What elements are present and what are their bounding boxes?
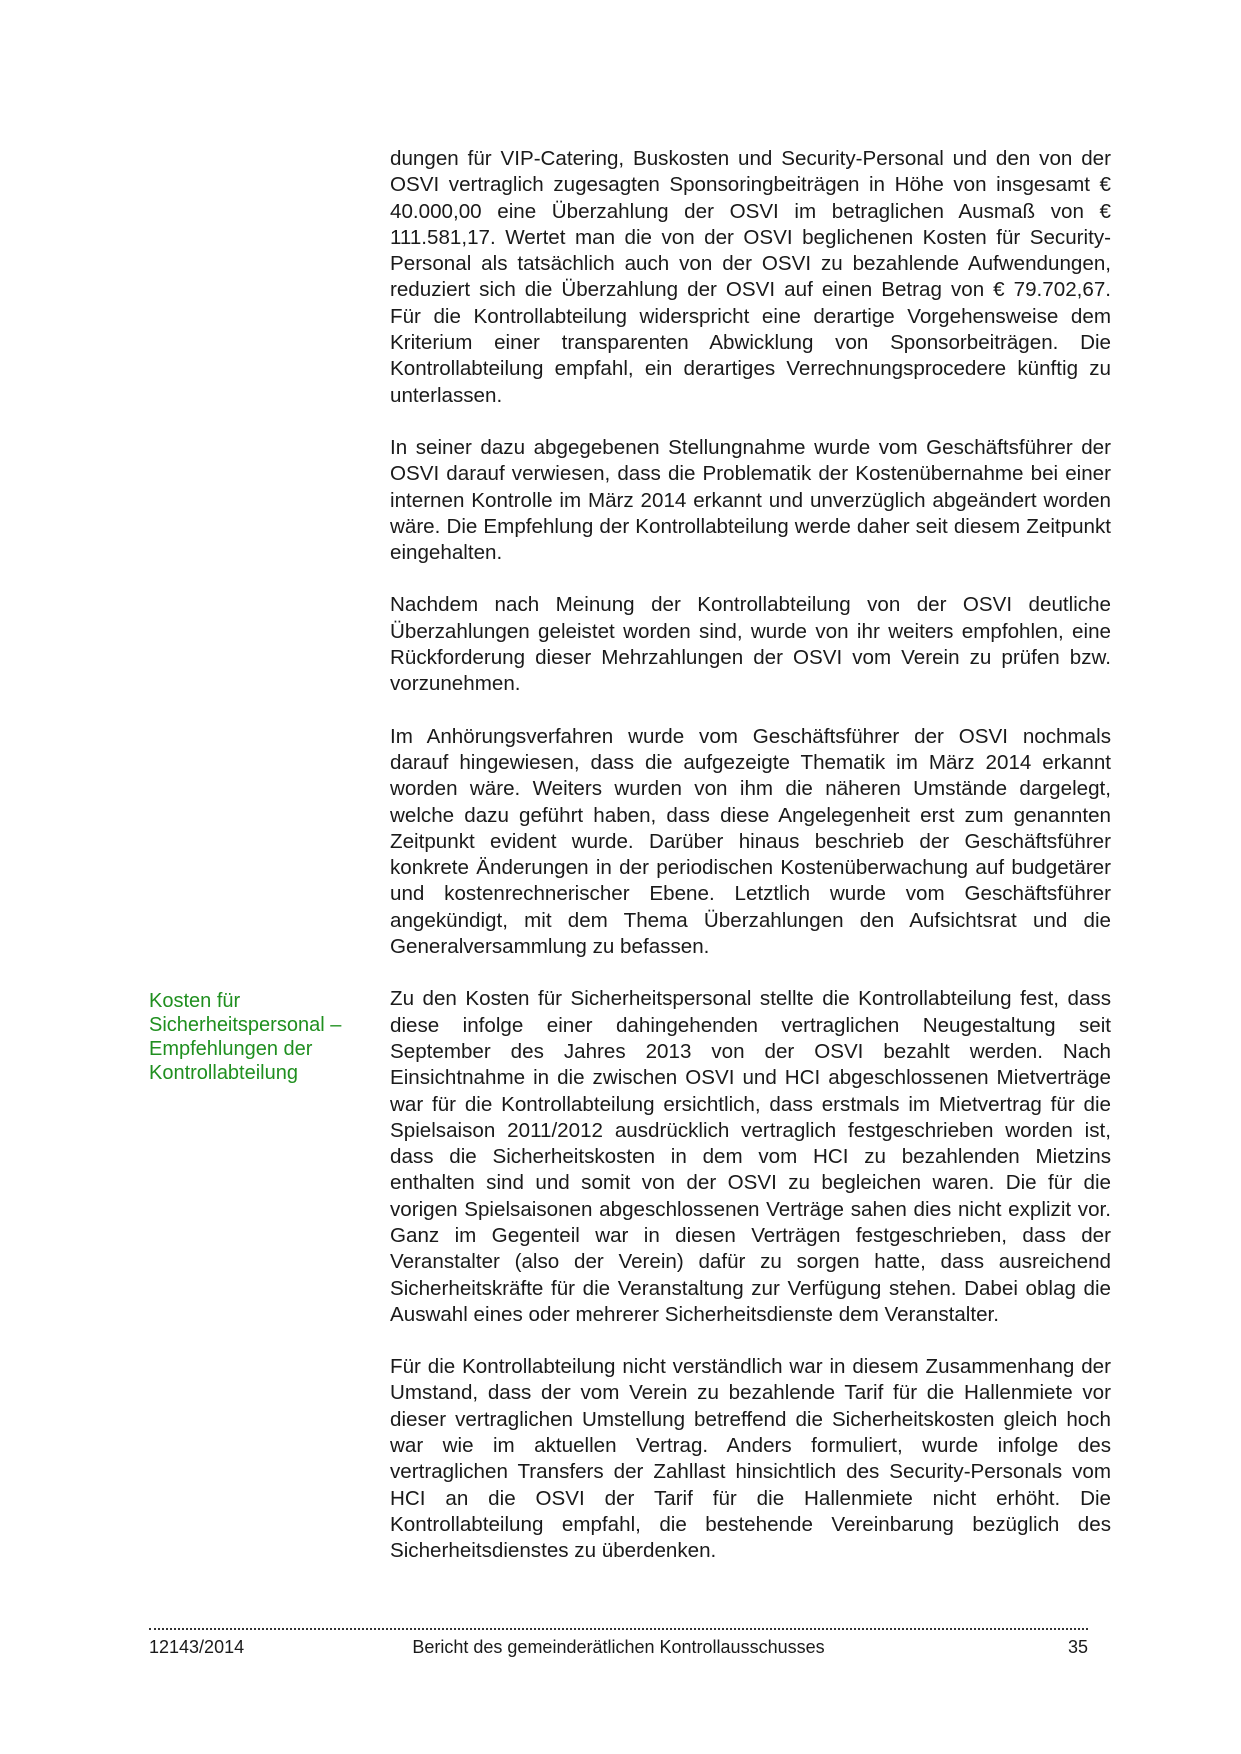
report-title: Bericht des gemeinderätlichen Kontrollausschusses	[412, 1637, 825, 1657]
margin-heading-line: Empfehlungen der	[149, 1038, 313, 1060]
margin-heading	[149, 989, 369, 1085]
paragraph: Für die Kontrollabteilung nicht verständlich war in diesem Zusammenhang der Umstand, dass der vom Verein zu bezahlende Tarif für die Hallenmiete vor dieser vertraglichen Umstellung betreffend die Sicherheitskosten gleich hoch war wie im aktuellen Vertrag. Anders formuliert, wurde infolge des vertraglichen Transfers der Zahllast hinsichtlich des Security-Personals vom HCI an die OSVI der Tarif für die Hallenmiete nicht erhöht. Die Kontrollabteilung empfahl, die bestehende Vereinbarung bezüglich des Sicherheitsdienstes zu überdenken.	[390, 1355, 1111, 1563]
footer-divider	[149, 1628, 1088, 1630]
paragraph: dungen für VIP-Catering, Buskosten und Security-Personal und den von der OSVI vertraglich zugesagten Sponsoringbeiträgen in Höhe von insgesamt € 40.000,00 eine Überzahlung der OSVI im betraglichen Ausmaß von € 111.581,17. Wertet man die von der OSVI beglichenen Kosten für Security-Personal als tatsächlich auch von der OSVI zu bezahlende Aufwendungen, reduziert sich die Überzahlung der OSVI auf einen Betrag von € 79.702,67. Für die Kontrollabteilung widerspricht eine derartige Vorgehensweise dem Kriterium einer transparenten Abwicklung von Sponsorbeiträgen. Die Kontrollabteilung empfahl, ein derartiges Verrechnungsprocedere künftig zu unterlassen.	[390, 147, 1111, 407]
document-number: 12143/2014	[149, 1637, 245, 1657]
paragraph: Zu den Kosten für Sicherheitspersonal stellte die Kontrollabteilung fest, dass diese infolge einer dahingehenden vertraglichen Neugestaltung seit September des Jahres 2013 von der OSVI bezahlt werden. Nach Einsichtnahme in die zwischen OSVI und HCI abgeschlossenen Mietverträge war für die Kontrollabteilung ersichtlich, dass erstmals im Mietvertrag für die Spielsaison 2011/2012 ausdrücklich vertraglich festgeschrieben worden ist, dass die Sicherheitskosten in dem vom HCI zu bezahlenden Mietzins enthalten sind und somit von der OSVI zu begleichen waren. Die für die vorigen Spielsaisonen abgeschlossenen Verträge sahen dies nicht explizit vor. Ganz im Gegenteil war in diesen Verträgen festgeschrieben, dass der Veranstalter (also der Verein) dafür zu sorgen hatte, dass ausreichend Sicherheitskräfte für die Veranstaltung zur Verfügung stehen. Dabei oblag die Auswahl eines oder mehrerer Sicherheitsdienste dem Veranstalter.	[390, 987, 1111, 1326]
paragraph: Nachdem nach Meinung der Kontrollabteilung von der OSVI deutliche Überzahlungen geleistet worden sind, wurde von ihr weiters empfohlen, eine Rückforderung dieser Mehrzahlungen der OSVI vom Verein zu prüfen bzw. vorzunehmen.	[390, 593, 1111, 696]
page-number: 35	[1067, 1637, 1088, 1657]
main-text	[390, 146, 1111, 1591]
margin-heading-line: Sicherheitspersonal –	[149, 1014, 342, 1036]
margin-heading-line: Kosten für	[149, 990, 241, 1012]
margin-heading-line: Kontrollabteilung	[149, 1062, 298, 1084]
paragraph: In seiner dazu abgegebenen Stellungnahme wurde vom Geschäftsführer der OSVI darauf verwiesen, dass die Problematik der Kostenübernahme bei einer internen Kontrolle im März 2014 erkannt und unverzüglich abgeändert worden wäre. Die Empfehlung der Kontrollabteilung werde daher seit diesem Zeitpunkt eingehalten.	[390, 435, 1111, 565]
paragraph: Im Anhörungsverfahren wurde vom Geschäftsführer der OSVI nochmals darauf hingewiesen, dass die aufgezeigte Thematik im März 2014 erkannt worden wäre. Weiters wurden von ihm die näheren Umstände dargelegt, welche dazu geführt haben, dass diese Angelegenheit erst zum genannten Zeitpunkt evident wurde. Darüber hinaus beschrieb der Geschäftsführer konkrete Änderungen in der periodischen Kostenüberwachung auf budgetärer und kostenrechnerischer Ebene. Letztlich wurde vom Geschäftsführer angekündigt, mit dem Thema Überzahlungen den Aufsichtsrat und die Generalversammlung zu befassen.	[390, 724, 1111, 959]
